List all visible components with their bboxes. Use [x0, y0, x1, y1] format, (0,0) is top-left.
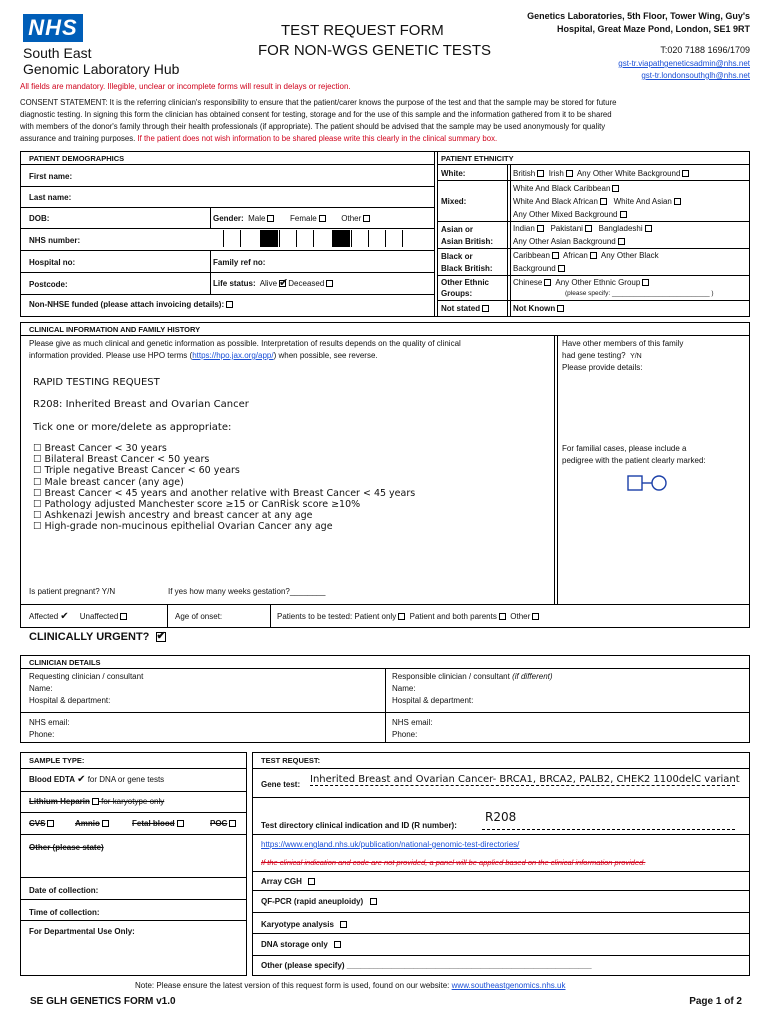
bangladeshi-checkbox[interactable] — [645, 225, 652, 232]
other-ethnic-checkbox[interactable] — [642, 279, 649, 286]
lab-email-1[interactable]: gst-tr.viapathgeneticsadmin@nhs.net — [618, 59, 750, 68]
demographics-title: PATIENT DEMOGRAPHICS — [29, 154, 125, 163]
directory-label: Test directory clinical indication and ID (R number): — [261, 821, 457, 830]
org-name-line2: Genomic Laboratory Hub — [23, 61, 180, 77]
departmental-use: For Departmental Use Only: — [29, 927, 135, 936]
not-stated-field: Not stated — [441, 304, 489, 313]
pakistani-checkbox[interactable] — [585, 225, 592, 232]
black-options-2: Background — [513, 264, 565, 273]
karyotype-field: Karyotype analysis — [261, 920, 347, 929]
clinical-instructions-2: information provided. Please use HPO terms (https://hpo.jax.org/app/) when possible, see reverse. — [29, 351, 378, 360]
gender-field: Gender: Male Female Other — [213, 214, 370, 223]
other-white-checkbox[interactable] — [682, 170, 689, 177]
criteria-list — [33, 443, 415, 533]
asian-label-1: Asian or — [441, 225, 474, 234]
ethnicity-title: PATIENT ETHNICITY — [441, 154, 514, 163]
directory-id-value[interactable]: R208 — [485, 810, 517, 824]
mixed-option-2: White And Black African White And Asian — [513, 197, 681, 206]
white-label: White: — [441, 169, 466, 178]
criteria-item[interactable]: ☐ High-grade non-mucinous epithelial Ovarian Cancer any age — [33, 521, 333, 533]
clinical-title: CLINICAL INFORMATION AND FAMILY HISTORY — [29, 325, 201, 334]
non-nhse-checkbox[interactable] — [226, 301, 233, 308]
age-onset-field[interactable]: Age of onset: — [175, 612, 223, 621]
chinese-checkbox[interactable] — [544, 279, 551, 286]
form-title-line1: TEST REQUEST FORM — [281, 22, 444, 39]
criteria-item[interactable]: ☐ Breast Cancer < 45 years and another relative with Breast Cancer < 45 years — [33, 487, 416, 499]
not-known-field: Not Known — [513, 304, 564, 313]
gene-test-value[interactable]: Inherited Breast and Ovarian Cancer- BRCA1, BRCA2, PALB2, CHEK2 1100delC variant — [310, 774, 740, 785]
other-ethnic-label-1: Other Ethnic — [441, 278, 490, 287]
black-label-2: Black British: — [441, 264, 493, 273]
requesting-phone-field[interactable]: Phone: — [29, 730, 55, 739]
array-cgh-field: Array CGH — [261, 877, 315, 886]
fetal-blood-checkbox[interactable] — [177, 820, 184, 827]
dna-storage-field: DNA storage only — [261, 940, 341, 949]
unaffected-checkbox[interactable] — [120, 613, 127, 620]
life-status-field: Life status: Alive ✔ Deceased — [213, 279, 333, 288]
lab-email-2[interactable]: gst-tr.londonsouthglh@nhs.net — [641, 71, 750, 80]
family-question-2: had gene testing? Y/N — [562, 351, 642, 360]
deceased-checkbox[interactable] — [326, 280, 333, 287]
clinician-title: CLINICIAN DETAILS — [29, 658, 101, 667]
affected-field: Affected ✔ Unaffected — [29, 612, 127, 621]
page-number: Page 1 of 2 — [689, 996, 742, 1007]
indian-checkbox[interactable] — [537, 225, 544, 232]
collection-time-field[interactable]: Time of collection: — [29, 908, 100, 917]
irish-checkbox[interactable] — [566, 170, 573, 177]
responsible-name-field[interactable]: Name: — [392, 684, 416, 693]
collection-date-field[interactable]: Date of collection: — [29, 886, 99, 895]
black-options-1: Caribbean African Any Other Black — [513, 251, 659, 260]
nhs-logo: NHS — [23, 14, 83, 42]
family-question-3: Please provide details: — [562, 363, 643, 372]
heparin-checkbox[interactable] — [92, 798, 99, 805]
amnio-field: Amnio — [75, 819, 109, 828]
other-black-checkbox[interactable] — [558, 265, 565, 272]
other-tested-checkbox[interactable] — [532, 613, 539, 620]
consent-line-2: diagnostic testing. In signing this form the clinician has obtained consent for testing, storage and for the use of this sample and the information gathered from it to be shared — [20, 110, 612, 119]
sample-title: SAMPLE TYPE: — [29, 756, 85, 765]
qfpcr-field: QF-PCR (rapid aneuploidy) — [261, 897, 377, 906]
male-checkbox[interactable] — [267, 215, 274, 222]
lab-phone: T:020 7188 1696/1709 — [660, 45, 750, 55]
responsible-phone-field[interactable]: Phone: — [392, 730, 418, 739]
sample-block — [20, 752, 247, 976]
tick-instructions: Tick one or more/delete as appropriate: — [33, 422, 232, 433]
lab-address-line1: Genetics Laboratories, 5th Floor, Tower Wing, Guy's — [527, 11, 750, 21]
asian-options-1: Indian Pakistani Bangladeshi — [513, 224, 652, 233]
other-sample-field[interactable]: Other (please state) — [29, 843, 104, 852]
heparin-field: Lithium Heparin for karyotype only — [29, 797, 165, 806]
mandatory-notice: All fields are mandatory. Illegible, unclear or incomplete forms will result in delays or rejection. — [20, 82, 351, 91]
other-ethnic-label-2: Groups: — [441, 289, 473, 298]
familial-note-1: For familial cases, please include a — [562, 444, 687, 453]
mixed-option-1: White And Black Caribbean — [513, 184, 619, 193]
poc-field: POC — [210, 819, 236, 828]
requesting-email-field[interactable]: NHS email: — [29, 718, 70, 727]
website-link[interactable]: www.southeastgenomics.nhs.uk — [451, 981, 566, 990]
test-request-title: TEST REQUEST: — [261, 756, 321, 765]
criteria-item[interactable]: ☐ Ashkenazi Jewish ancestry and breast cancer at any age — [33, 510, 313, 522]
requesting-hospital-field[interactable]: Hospital & department: — [29, 696, 111, 705]
patient-parents-checkbox[interactable] — [499, 613, 506, 620]
caribbean-checkbox[interactable] — [552, 252, 559, 259]
poc-checkbox[interactable] — [229, 820, 236, 827]
responsible-email-field[interactable]: NHS email: — [392, 718, 433, 727]
pregnant-field[interactable]: Is patient pregnant? Y/N — [29, 587, 116, 596]
other-test-field[interactable]: Other (please specify) _______________________________________________________ — [261, 961, 592, 970]
amnio-checkbox[interactable] — [102, 820, 109, 827]
black-label-1: Black or — [441, 252, 473, 261]
not-stated-checkbox[interactable] — [482, 305, 489, 312]
other-gender-checkbox[interactable] — [363, 215, 370, 222]
postcode-label[interactable]: Postcode: — [29, 280, 68, 289]
family-ref-label[interactable]: Family ref no: — [213, 258, 266, 267]
requesting-name-field[interactable]: Name: — [29, 684, 53, 693]
responsible-hospital-field[interactable]: Hospital & department: — [392, 696, 474, 705]
white-options: British Irish Any Other White Background — [513, 169, 689, 178]
consent-line-1: CONSENT STATEMENT: It is the referring clinician's responsibility to ensure that the patient/carer knows the purpose of the test and that the sample may be stored for future — [20, 98, 617, 107]
gestation-field[interactable]: If yes how many weeks gestation?________ — [168, 587, 326, 596]
consent-line-3: with members of the donor's family through their health professionals (if appropriate). The patient should be advised that the sample may be used anonymously for quality — [20, 122, 606, 131]
patient-only-checkbox[interactable] — [398, 613, 405, 620]
british-checkbox[interactable] — [537, 170, 544, 177]
hospital-no-label[interactable]: Hospital no: — [29, 258, 76, 267]
directory-link[interactable]: https://www.england.nhs.uk/publication/national-genomic-test-directories/ — [261, 840, 520, 849]
white-asian-checkbox[interactable] — [674, 198, 681, 205]
dna-storage-checkbox[interactable] — [334, 941, 341, 948]
criteria-item[interactable]: ☐ Pathology adjusted Manchester score ≥15 or CanRisk score ≥10% — [33, 499, 361, 511]
african-checkbox[interactable] — [590, 252, 597, 259]
asian-options-2: Any Other Asian Background — [513, 237, 625, 246]
alive-checkbox[interactable]: ✔ — [279, 277, 289, 290]
org-name-line1: South East — [23, 45, 92, 61]
criteria-item[interactable]: ☐ Bilateral Breast Cancer < 50 years — [33, 454, 210, 466]
other-mixed-checkbox[interactable] — [620, 211, 627, 218]
female-checkbox[interactable] — [319, 215, 326, 222]
last-name-label[interactable]: Last name: — [29, 193, 72, 202]
affected-checkbox[interactable]: ✔ — [60, 610, 69, 622]
r208-title: R208: Inherited Breast and Ovarian Cancer — [33, 399, 249, 410]
family-question-1: Have other members of this family — [562, 339, 684, 348]
criteria-item[interactable]: ☐ Triple negative Breast Cancer < 60 years — [33, 465, 240, 477]
clinical-instructions-1: Please give as much clinical and genetic information as possible. Interpretation of results depends on the quality of clinical — [29, 339, 461, 348]
familial-note-2: pedigree with the patient clearly marked: — [562, 456, 706, 465]
pedigree-icon — [622, 472, 672, 494]
hpo-link[interactable]: https://hpo.jax.org/app/ — [192, 351, 274, 360]
footer-note: Note: Please ensure the latest version of this request form is used, found on our website: www.southeastgenomics.nhs.uk — [135, 981, 566, 990]
urgent-checkbox[interactable]: ✔ — [156, 630, 166, 643]
first-name-label[interactable]: First name: — [29, 172, 73, 181]
gene-test-label: Gene test: — [261, 780, 301, 789]
other-asian-checkbox[interactable] — [618, 238, 625, 245]
clinically-urgent: CLINICALLY URGENT? ✔ — [29, 630, 166, 643]
karyotype-checkbox[interactable] — [340, 921, 347, 928]
asian-label-2: Asian British: — [441, 237, 494, 246]
mixed-label: Mixed: — [441, 197, 467, 206]
fetal-blood-field: Fetal blood — [132, 819, 184, 828]
rapid-testing-title: RAPID TESTING REQUEST — [33, 377, 160, 388]
array-cgh-checkbox[interactable] — [308, 878, 315, 885]
cvs-checkbox[interactable] — [47, 820, 54, 827]
criteria-item[interactable]: ☐ Male breast cancer (any age) — [33, 476, 184, 488]
requesting-clinician: Requesting clinician / consultant — [29, 672, 144, 681]
non-nhse-field: Non-NHSE funded (please attach invoicing details): — [29, 300, 233, 309]
nhs-number-label: NHS number: — [29, 236, 81, 245]
white-black-african-checkbox[interactable] — [600, 198, 607, 205]
criteria-item[interactable]: ☐ Breast Cancer < 30 years — [33, 443, 167, 454]
edta-checkbox[interactable]: ✔ — [77, 773, 86, 785]
white-black-caribbean-checkbox[interactable] — [612, 185, 619, 192]
responsible-clinician: Responsible clinician / consultant (if different) — [392, 672, 553, 681]
dob-label[interactable]: DOB: — [29, 214, 50, 223]
qfpcr-checkbox[interactable] — [370, 898, 377, 905]
mixed-option-3: Any Other Mixed Background — [513, 210, 627, 219]
panel-note: If the clinical indication and code are not provided, a panel will be applied based on the clinical information provided. — [261, 858, 646, 867]
other-ethnic-options: Chinese Any Other Ethnic Group — [513, 278, 649, 287]
please-specify-field[interactable]: (please specify: ___________________________ ) — [565, 290, 714, 297]
lab-address-line2: Hospital, Great Maze Pond, London, SE1 9RT — [556, 24, 750, 34]
form-version: SE GLH GENETICS FORM v1.0 — [30, 996, 176, 1007]
cvs-field: CVS — [29, 819, 54, 828]
consent-line-4: assurance and training purposes. If the patient does not wish information to be shared please write this clearly in the clinical summary box. — [20, 134, 498, 143]
patients-tested-field: Patients to be tested: Patient only Patient and both parents Other — [277, 612, 539, 621]
blood-edta-field: Blood EDTA ✔ for DNA or gene tests — [29, 773, 165, 785]
not-known-checkbox[interactable] — [557, 305, 564, 312]
form-title-line2: FOR NON-WGS GENETIC TESTS — [258, 42, 492, 59]
